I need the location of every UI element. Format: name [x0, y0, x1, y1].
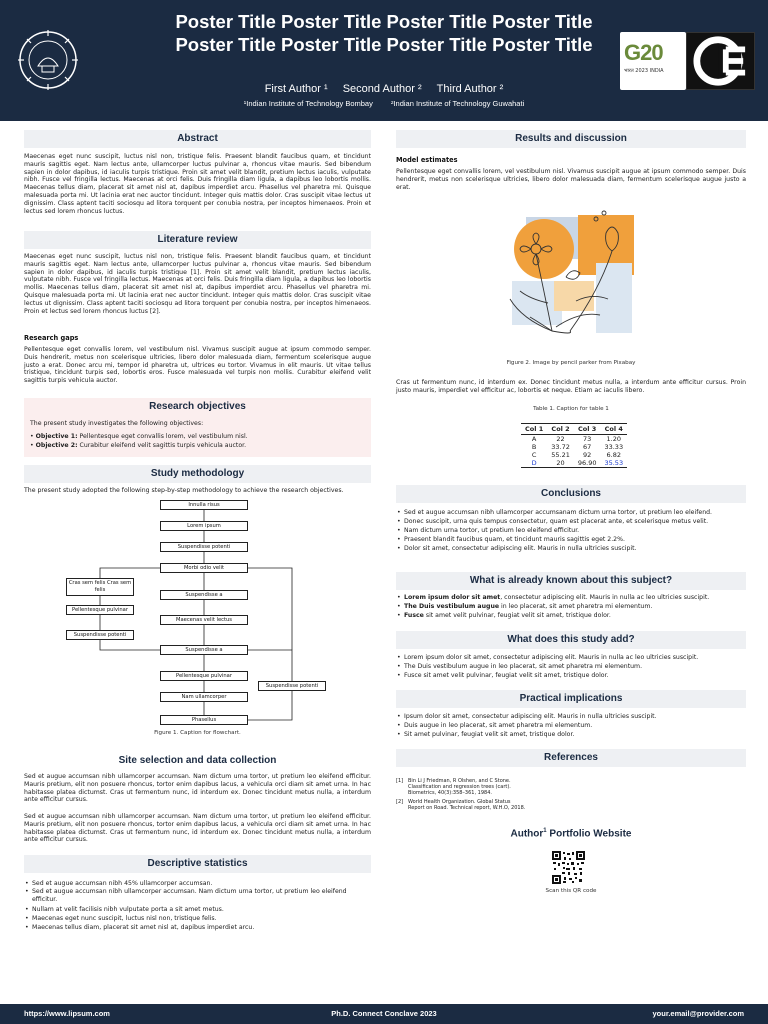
list-item: • Sit amet pulvinar, feugiat velit sit amet, tristique dolor.: [396, 730, 746, 739]
author-list: [170, 83, 598, 95]
author-3: Third Author ²: [436, 83, 504, 95]
results-table: [521, 423, 627, 468]
research-gaps-heading: Research gaps: [24, 334, 79, 342]
objective-item: • Objective 1: Pellentesque eget convallis lorem, vel vestibulum nisl.: [30, 432, 248, 441]
table-cell: 1.20: [606, 435, 622, 443]
reference-item: [1] Bin Li J Friedman, R Olshen, and C Stone. Classification and regression trees (cart). Biometrics, 40(3):358–361, 1984.: [396, 778, 511, 797]
flow-step-8: Pellentesque pulvinar: [160, 671, 248, 681]
objectives-intro: The present study investigates the following objectives:: [30, 420, 204, 427]
footer-email-link[interactable]: your.email@provider.com: [652, 1009, 744, 1018]
flow-branch-left-1: Cras sem felis Cras sem felis: [66, 578, 134, 596]
footer-website-link[interactable]: https://www.lipsum.com: [24, 1009, 110, 1018]
table-cell: B: [531, 443, 537, 451]
list-item: • Nam dictum urna tortor, ut pretium leo eleifend efficitur.: [396, 526, 746, 535]
poster-footer: [0, 1004, 768, 1024]
results-heading: Results and discussion: [396, 130, 746, 148]
flow-step-2: Lorem ipsum: [160, 521, 248, 531]
affiliation-1: ¹Indian Institute of Technology Bombay: [243, 99, 373, 108]
conclusions-list: [396, 508, 746, 553]
qr-caption: Scan this QR code: [545, 888, 597, 894]
table-cell: C: [531, 451, 537, 459]
table-cell: 96.90: [574, 459, 601, 468]
flow-step-6: Maecenas velit lectus: [160, 615, 248, 625]
reference-item: [2] World Health Organization. Global Status Report on Road. Technical report, W.H.O, 2018.: [396, 798, 526, 811]
flow-step-5: Suspendisse a: [160, 590, 248, 600]
table-cell: 6.82: [606, 451, 622, 459]
list-item: • Ipsum dolor sit amet, consectetur adipiscing elit. Mauris in nulla ultricies suscipit.: [396, 712, 746, 721]
table-header-cell: Col 1: [521, 424, 547, 435]
table-1-caption: Table 1. Caption for table 1: [533, 406, 609, 412]
references-list: [396, 778, 746, 813]
site-selection-text-2: Sed et augue accumsan nibh ullamcorper accumsan. Nam dictum urna tortor, ut pretium leo eleifend efficitur. Mauris pretium, elit non posuere rhoncus, tortor enim dapibus lacus, a vehicula orci diam sit amet urna. In hac habitasse platea dictumst. Cras ut fermentum nunc, id interdum ex. Donec tincidunt metus nulla, a interdum ante efficitur cursus.: [24, 813, 371, 844]
practical-heading: Practical implications: [396, 690, 746, 708]
list-item: • The Duis vestibulum augue in leo placerat, sit amet pharetra mi elementum.: [396, 662, 746, 671]
floral-illustration: [500, 203, 640, 353]
table-header-cell: Col 2: [547, 424, 574, 435]
table-cell: 55.21: [551, 451, 570, 459]
abstract-text: Maecenas eget nunc suscipit, luctus nisl non, tristique felis. Praesent blandit faucibus quam, et tincidunt mauris sagittis eget. Nam lectus ante, ullamcorper luctus pulvinar a, rhoncus vitae mauris. Sed bibendum sapien in dolor dapibus, id iaculis turpis tristique. Proin sit amet velit blandit, pretium lectus iaculis, vulputate nibh. Fusce vel fringilla lectus. Maecenas at orci felis. Duis fringilla diam ligula, a dapibus leo lobortis mollis. Maecenas tellus diam, placerat sit amet nisl at, dapibus imperdiet arcu. Phasellus vel pharetra mi. Quisque malesuada porta mi. Ut lacinia erat nec auctor tincidunt. Integer quis mattis dolor. Cras suscipit vitae lectus ut dignissim. Class aptent taciti sociosqu ad litora torquent per conubia nostra, per inceptos himenaeos. Proin et lectus sed lorem rhoncus luctus.: [24, 153, 371, 215]
flow-step-3: Suspendisse potenti: [160, 542, 248, 552]
figure-2-caption: Figure 2. Image by pencil parker from Pixabay: [506, 360, 636, 366]
results-text: Cras ut fermentum nunc, id interdum ex. Donec tincidunt metus nulla, a interdum ante efficitur cursus. Proin justo mauris, imperdiet vel efficitur ac, lobortis et neque. Etiam ac iaculis libero.: [396, 379, 746, 394]
footer-event-name: Ph.D. Connect Conclave 2023: [331, 1009, 437, 1018]
descriptive-list: [24, 879, 371, 932]
model-estimates-heading: Model estimates: [396, 156, 458, 164]
objectives-list: [30, 432, 248, 450]
table-cell: 33.72: [551, 443, 570, 451]
literature-heading: Literature review: [24, 231, 371, 249]
table-cell: 73: [583, 435, 592, 443]
flow-step-1: Innulla risus: [160, 500, 248, 510]
table-cell: 67: [583, 443, 592, 451]
literature-text: Maecenas eget nunc suscipit, luctus nisl non, tristique felis. Praesent blandit faucibus quam, et tincidunt mauris sagittis eget. Nam lectus ante, ullamcorper luctus pulvinar a, rhoncus vitae mauris. Sed bibendum sapien in dolor dapibus, id iaculis turpis tristique [1]. Proin sit amet velit blandit, pretium lectus iaculis, vulputate nibh. Fusce vel fringilla lectus. Maecenas at orci felis. Duis fringilla diam ligula, a dapibus leo lobortis mollis. Maecenas tellus diam, placerat sit amet nisl at, dapibus imperdiet arcu. Phasellus vel pharetra mi. Quisque malesuada porta mi. Ut lacinia erat nec auctor tincidunt. Integer quis mattis dolor. Cras suscipit vitae lectus ut dignissim. Class aptent taciti sociosqu ad litora torquent per conubia nostra, per inceptos himenaeos. Proin et lectus sed lorem rhoncus luctus [2].: [24, 253, 371, 315]
list-item: • Sed et augue accumsan nibh ullamcorper accumsanam dictum urna tortor, ut pretium leo eleifend.: [396, 508, 746, 517]
site-selection-heading: Site selection and data collection: [118, 755, 277, 766]
list-item: • Donec suscipit, urna quis tempus consectetur, quam est placerat ante, et scelerisque metus velit.: [396, 517, 746, 526]
flow-branch-left-2: Pellentesque pulvinar: [66, 605, 134, 615]
abstract-heading: Abstract: [24, 130, 371, 148]
methodology-heading: Study methodology: [24, 465, 371, 483]
known-list: [396, 593, 746, 620]
poster-header: [0, 0, 768, 121]
list-item: • Sed et augue accumsan nibh 45% ullamcorper accumsan.: [24, 879, 371, 888]
flow-step-4: Morbi odio velit: [160, 563, 248, 573]
list-item: • Praesent blandit faucibus quam, et tincidunt mauris sagittis eget 2.2%.: [396, 535, 746, 544]
list-item: • Duis augue in leo placerat, sit amet pharetra mi elementum.: [396, 721, 746, 730]
poster-title: Poster Title Poster Title Poster Title Poster Title Poster Title Poster Title Poster Title Poster Title: [175, 11, 593, 55]
author-1: First Author ¹: [264, 83, 328, 95]
list-item: • Dolor sit amet, consectetur adipiscing elit. Mauris in nulla ultricies suscipit.: [396, 544, 746, 553]
list-item: • Lorem ipsum dolor sit amet, consectetur adipiscing elit. Mauris in nulla ac leo ultricies suscipit.: [396, 653, 746, 662]
list-item: • Nullam at velit facilisis nibh vulputate porta a sit amet metus.: [24, 905, 371, 914]
table-cell: D: [521, 459, 547, 468]
objectives-box: [24, 415, 371, 457]
list-item: • Fusce sit amet velit pulvinar, feugiat velit sit amet, tristique dolor.: [396, 671, 746, 680]
table-cell: 22: [556, 435, 565, 443]
flow-branch-right-1: Suspendisse potenti: [258, 681, 326, 691]
table-header-row: [521, 424, 627, 435]
flow-step-9: Nam ullamcorper: [160, 692, 248, 702]
g20-logo: G20 भारत 2023 INDIA: [620, 32, 686, 90]
flow-step-10: Phasellus: [160, 715, 248, 725]
objective-item: • Objective 2: Curabitur eleifend velit sagittis turpis vehicula auctor.: [30, 441, 248, 450]
list-item: • Maecenas tellus diam, placerat sit amet nisl at, dapibus imperdiet arcu.: [24, 923, 371, 932]
table-cell: 33.33: [604, 443, 624, 451]
references-heading: References: [396, 749, 746, 767]
list-item: • The Duis vestibulum augue in leo placerat, sit amet pharetra mi elementum.: [396, 602, 746, 611]
flowchart-caption: Figure 1. Caption for flowchart.: [154, 730, 241, 736]
qr-code-icon[interactable]: [552, 851, 585, 884]
affiliation-2: ²Indian Institute of Technology Guwahati: [390, 99, 525, 108]
table-row: [521, 451, 627, 459]
site-selection-text-1: Sed et augue accumsan nibh ullamcorper accumsan. Nam dictum urna tortor, ut pretium leo eleifend efficitur. Mauris pretium, elit non posuere rhoncus, tortor enim dapibus lacus, a vehicula orci diam sit amet urna. In hac habitasse platea dictumst. Cras ut fermentum nunc, id interdum ex. Donec tincidunt metus nulla, a interdum ante efficitur cursus.: [24, 773, 371, 804]
author-2: Second Author ²: [342, 83, 422, 95]
table-cell: 20: [547, 459, 574, 468]
table-header-cell: Col 3: [574, 424, 601, 435]
table-row: [521, 443, 627, 451]
adds-heading: What does this study add?: [396, 631, 746, 649]
table-cell: 35.53: [600, 459, 627, 468]
table-row: [521, 459, 627, 468]
objectives-heading: Research objectives: [24, 398, 371, 416]
list-item: • Maecenas eget nunc suscipit, luctus nisl non, tristique felis.: [24, 914, 371, 923]
known-heading: What is already known about this subject?: [396, 572, 746, 590]
list-item: • Lorem ipsum dolor sit amet, consectetur adipiscing elit. Mauris in nulla ac leo ultricies suscipit.: [396, 593, 746, 602]
descriptive-heading: Descriptive statistics: [24, 855, 371, 873]
table-cell: A: [531, 435, 537, 443]
affiliations: [170, 99, 598, 108]
model-estimates-text: Pellentesque eget convallis lorem, vel vestibulum nisl. Vivamus suscipit augue at ipsum commodo semper. Duis hendrerit, metus non scelerisque ultricies, libero dolor malesuada diam, fermentum scelerisque augue justo a erat.: [396, 168, 746, 191]
list-item: • Fusce sit amet velit pulvinar, feugiat velit sit amet, tristique dolor.: [396, 611, 746, 620]
practical-list: [396, 712, 746, 739]
flow-step-7: Suspendisse a: [160, 645, 248, 655]
list-item: • Sed et augue accumsan nibh ullamcorper accumsan. Nam dictum urna tortor, ut pretium leo eleifend efficitur.: [24, 888, 371, 904]
conclave-logo: [686, 32, 755, 90]
partner-logos: [620, 32, 755, 90]
table-cell: 92: [583, 451, 592, 459]
adds-list: [396, 653, 746, 680]
flow-branch-left-3: Suspendisse potenti: [66, 630, 134, 640]
portfolio-heading: Author$^1$ Portfolio Website: [510, 828, 632, 840]
methodology-intro: The present study adopted the following step-by-step methodology to achieve the research objectives.: [24, 487, 344, 494]
table-header-cell: Col 4: [600, 424, 627, 435]
table-row: [521, 435, 627, 444]
institute-logo: [16, 28, 80, 92]
research-gaps-text: Pellentesque eget convallis lorem, vel vestibulum nisl. Vivamus suscipit augue at ipsum commodo semper. Duis hendrerit, metus non scelerisque ultricies, libero dolor malesuada diam, fermentum scelerisque augue justo a erat. Donec arcu mi, tempor id pharetra ut, ultrices eu tortor. Vivamus in elit mauris. Ut vitae tellus tristique, tincidunt turpis sed, lobortis eros. Fusce malesuada vel turpis non mollis. Curabitur eleifend velit sagittis turpis vehicula auctor.: [24, 346, 371, 385]
conclusions-heading: Conclusions: [396, 485, 746, 503]
